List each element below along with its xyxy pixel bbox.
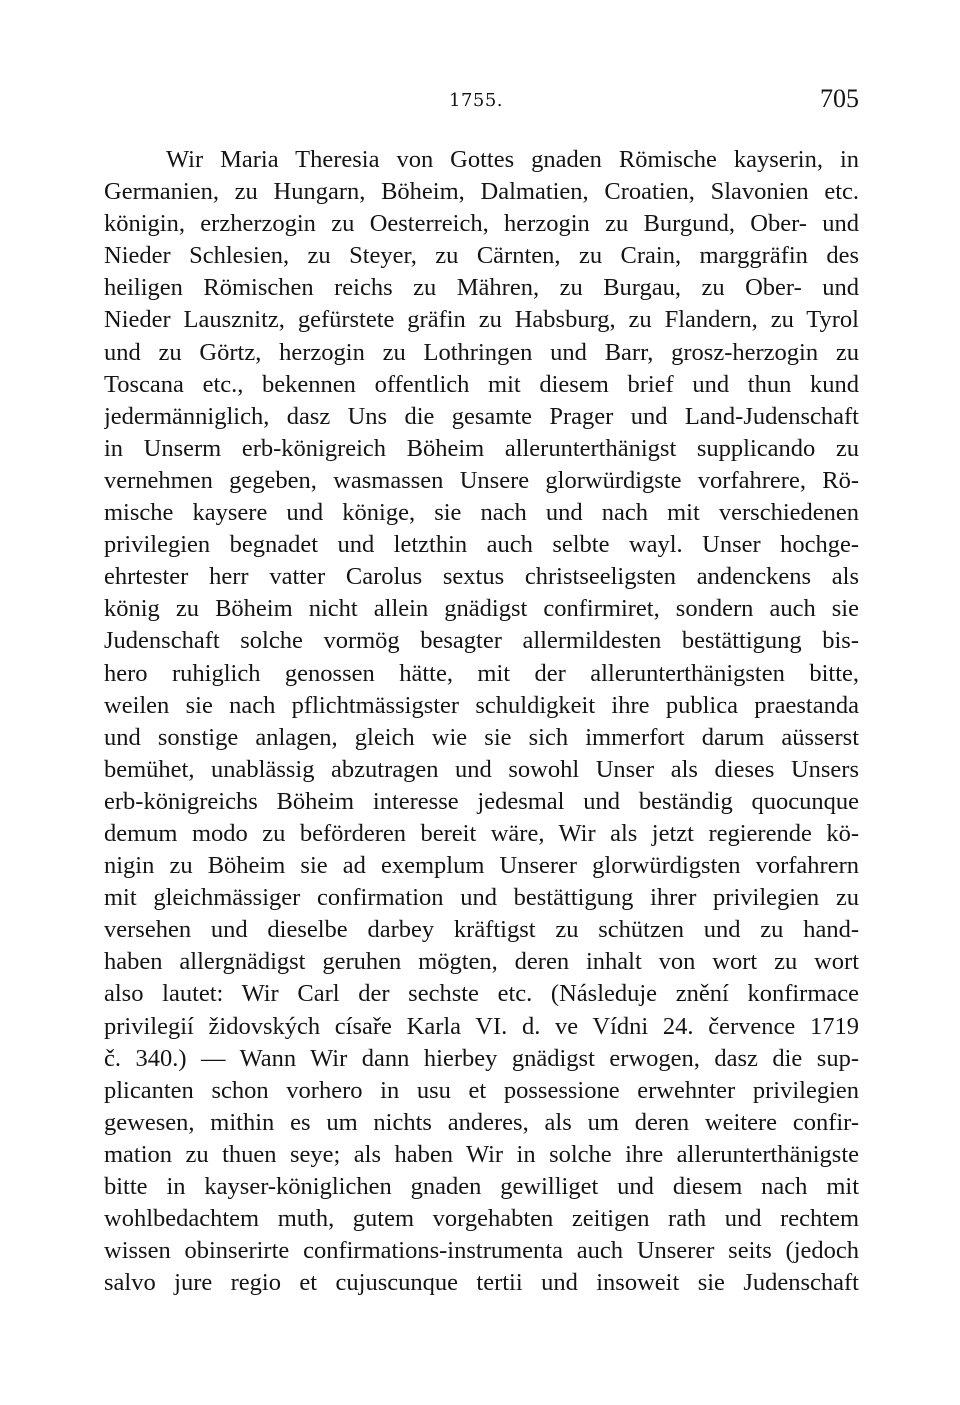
text-line: haben allergnädigst geruhen mögten, deren inhalt von wort zu wort (104, 948, 859, 976)
text-line: privilegií židovských císaře Karla VI. d. ve Vídni 24. července 1719 (104, 1012, 859, 1040)
text-line: hero ruhiglich genossen hätte, mit der allerunterthänigsten bitte, (104, 659, 859, 687)
text-line: Nieder Lausznitz, gefürstete gräfin zu Habsburg, zu Flandern, zu Tyrol (104, 306, 859, 334)
text-line: in Unserm erb-königreich Böheim allerunterthänigst supplicando zu (104, 434, 859, 462)
text-line: Toscana etc., bekennen offentlich mit diesem brief und thun kund (104, 370, 859, 398)
text-line: wissen obinserirte confirmations-instrumenta auch Unserer seits (jedoch (104, 1237, 859, 1265)
text-line: gewesen, mithin es um nichts anderes, als um deren weitere confir- (104, 1108, 859, 1136)
text-line: erb-königreichs Böheim interesse jedesmal und beständig quocunque (104, 787, 859, 815)
text-line: königin, erzherzogin zu Oesterreich, herzogin zu Burgund, Ober- und (104, 210, 859, 238)
text-line: Wir Maria Theresia von Gottes gnaden Römische kayserin, in (166, 146, 859, 173)
text-line: nigin zu Böheim sie ad exemplum Unserer glorwürdigsten vorfahrern (104, 852, 859, 880)
text-line: č. 340.) — Wann Wir dann hierbey gnädigst erwogen, dasz die sup- (104, 1044, 859, 1072)
text-line: demum modo zu beförderen bereit wäre, Wir als jetzt regierende kö- (104, 819, 859, 847)
text-line: wohlbedachtem muth, gutem vorgehabten zeitigen rath und rechtem (104, 1205, 859, 1233)
text-line: mation zu thuen seye; als haben Wir in solche ihre allerunterthänigste (104, 1140, 859, 1168)
text-line: also lautet: Wir Carl der sechste etc. (Následuje znění konfirmace (104, 980, 859, 1008)
text-line: jedermänniglich, dasz Uns die gesamte Prager und Land-Judenschaft (104, 402, 859, 430)
text-line: könig zu Böheim nicht allein gnädigst confirmiret, sondern auch sie (104, 595, 859, 623)
text-line: und zu Görtz, herzogin zu Lothringen und Barr, grosz-herzogin zu (104, 338, 859, 366)
text-line: privilegien begnadet und letzthin auch selbte wayl. Unser hochge- (104, 531, 859, 559)
text-line: Nieder Schlesien, zu Steyer, zu Cärnten, zu Crain, marggräfin des (104, 242, 859, 270)
text-line: heiligen Römischen reichs zu Mähren, zu Burgau, zu Ober- und (104, 274, 859, 302)
page-number: 705 (820, 84, 859, 113)
text-line: mische kaysere und könige, sie nach und nach mit verschiedenen (104, 499, 859, 527)
text-line: versehen und dieselbe darbey kräftigst zu schützen und zu hand- (104, 916, 859, 944)
text-line: mit gleichmässiger confirmation und bestättigung ihrer privilegien zu (104, 884, 859, 912)
text-line: bitte in kayser-königlichen gnaden gewilliget und diesem nach mit (104, 1173, 859, 1200)
header-year: 1755. (449, 90, 504, 111)
text-line: bemühet, unablässig abzutragen und sowohl Unser als dieses Unsers (104, 755, 859, 783)
text-line: Judenschaft solche vormög besagter allermildesten bestättigung bis- (104, 627, 859, 655)
page-header (104, 84, 859, 120)
body-text (104, 144, 859, 1299)
text-line: ehrtester herr vatter Carolus sextus christseeligsten andenckens als (104, 563, 859, 591)
text-line: vernehmen gegeben, wasmassen Unsere glorwürdigste vorfahrere, Rö- (104, 466, 859, 494)
text-line: salvo jure regio et cujuscunque tertii und insoweit sie Judenschaft (104, 1269, 859, 1297)
text-line: weilen sie nach pflichtmässigster schuldigkeit ihre publica praestanda (104, 691, 859, 719)
text-line: und sonstige anlagen, gleich wie sie sich immerfort darum aüsserst (104, 723, 859, 751)
text-line: plicanten schon vorhero in usu et possessione erwehnter privilegien (104, 1076, 859, 1104)
text-line: Germanien, zu Hungarn, Böheim, Dalmatien, Croatien, Slavonien etc. (104, 178, 859, 206)
